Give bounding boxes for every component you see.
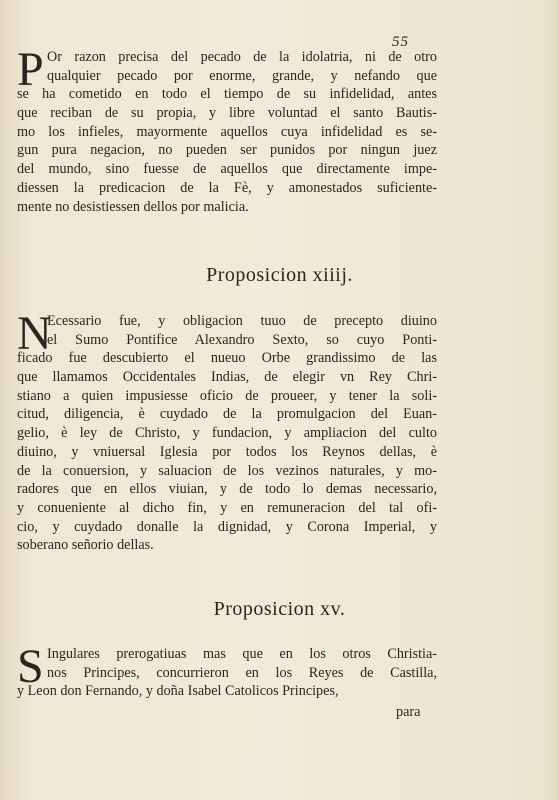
section-heading: Proposicion xiiij. bbox=[206, 264, 353, 286]
dropcap-p: P bbox=[17, 43, 44, 96]
text-line: stiano a quien impusiesse oficio de proueer, y tener la soli- bbox=[17, 387, 437, 404]
paragraph-1 bbox=[17, 43, 437, 216]
text-line: que llamamos Occidentales Indias, de elegir vn Rey Chri- bbox=[17, 369, 437, 386]
text-line: gun pura negacion, no pueden ser punidos por ningun juez bbox=[17, 142, 437, 159]
text-line: qualquier pecado por enorme, grande, y nefando que bbox=[47, 67, 437, 84]
text-line: nos Principes, concurrieron en los Reyes de Castilla, bbox=[47, 664, 437, 681]
text-line: Ingulares prerogatiuas mas que en los otros Christia- bbox=[47, 646, 437, 662]
text-line: se ha cometido en todo el tiempo de su infidelidad, antes bbox=[17, 86, 437, 103]
text-line: Or razon precisa del pecado de la idolatria, ni de otro bbox=[47, 49, 437, 65]
text-line: ficado fue descubierto el nueuo Orbe grandissimo de las bbox=[17, 350, 437, 367]
paragraph-2 bbox=[17, 307, 437, 555]
text-line: Ecessario fue, y obligacion tuuo de precepto diuino bbox=[47, 313, 437, 329]
catchword: para bbox=[396, 704, 421, 720]
text-line: y Leon don Fernando, y doña Isabel Catolicos Principes, bbox=[17, 683, 339, 700]
text-line: diuino, y vniuersal Iglesia por todos los Reynos dellas, è bbox=[17, 443, 437, 460]
dropcap-n: N bbox=[17, 307, 52, 360]
text-line: el Sumo Pontifice Alexandro Sexto, so cuyo Ponti- bbox=[47, 331, 437, 348]
text-line: cio, y cuydado donalle la dignidad, y Corona Imperial, y bbox=[17, 518, 437, 535]
text-line: que reciban de su propia, y libre voluntad el santo Bautis- bbox=[17, 105, 437, 122]
section-heading: Proposicion xv. bbox=[213, 598, 346, 620]
text-line: del mundo, sino fuesse de aquellos que directamente impe- bbox=[17, 161, 437, 178]
text-line: radores que en ellos viuian, y de todo lo demas necessario, bbox=[17, 481, 437, 498]
text-line: gelio, è ley de Christo, y fundacion, y ampliacion del culto bbox=[17, 425, 437, 442]
text-line: mente no desistiessen dellos por malicia. bbox=[17, 198, 249, 215]
text-line: diessen la predicacion de la Fè, y amonestados suficiente- bbox=[17, 179, 437, 196]
text-line: y conueniente al dicho fin, y en remuneracion del tal ofi- bbox=[17, 499, 437, 516]
page-number: 55 bbox=[392, 34, 409, 50]
text-line: mo los infieles, mayormente aquellos cuya infidelidad es se- bbox=[17, 123, 437, 140]
dropcap-s: S bbox=[17, 640, 44, 693]
paragraph-3 bbox=[17, 640, 437, 701]
text-line: citud, diligencia, è cuydado de la promulgacion del Euan- bbox=[17, 406, 437, 423]
text-line: soberano señorio dellas. bbox=[17, 537, 154, 554]
text-line: de la conuersion, y saluacion de los vezinos naturales, y mo- bbox=[17, 462, 437, 479]
